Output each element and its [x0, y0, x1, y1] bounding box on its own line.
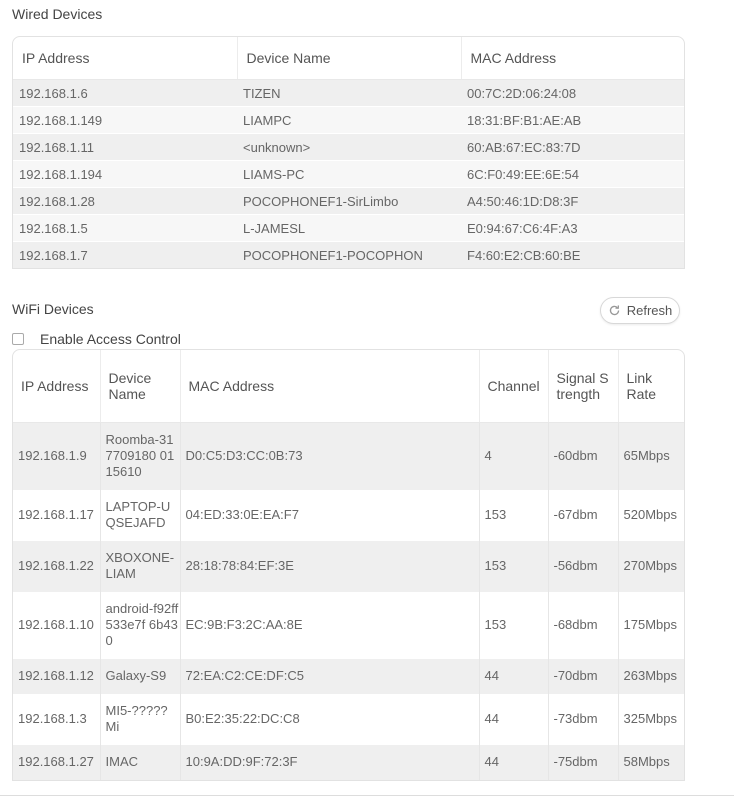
wifi-header-cell: IP Address: [13, 350, 100, 423]
wifi-table-cell: -60dbm: [548, 423, 618, 490]
wifi-table-cell: -75dbm: [548, 745, 618, 780]
wired-table-cell: 18:31:BF:B1:AE:AB: [461, 107, 684, 134]
wired-table-cell: 192.168.1.6: [13, 80, 237, 107]
wifi-table-cell: 325Mbps: [618, 694, 684, 745]
wifi-table-cell: 263Mbps: [618, 659, 684, 694]
wifi-table-cell: 192.168.1.22: [13, 541, 100, 592]
wifi-table-cell: -68dbm: [548, 592, 618, 659]
wifi-table-row: [13, 541, 684, 592]
wifi-table-cell: -67dbm: [548, 490, 618, 541]
wifi-table-cell: IMAC: [100, 745, 180, 780]
wifi-table-cell: 192.168.1.12: [13, 659, 100, 694]
wired-table-row: [13, 134, 684, 161]
access-control-checkbox[interactable]: [12, 333, 24, 345]
wired-table-cell: A4:50:46:1D:D8:3F: [461, 188, 684, 215]
wifi-table-cell: 153: [479, 541, 548, 592]
wifi-table-header: [13, 350, 684, 423]
wifi-table-row: [13, 490, 684, 541]
wifi-table-cell: 4: [479, 423, 548, 490]
refresh-icon: [608, 304, 621, 317]
wired-devices-card: [12, 36, 685, 269]
wifi-table-cell: 28:18:78:84:EF:3E: [180, 541, 479, 592]
wifi-table-cell: XBOXONE-LIAM: [100, 541, 180, 592]
wifi-table-row: [13, 694, 684, 745]
wifi-table-cell: 270Mbps: [618, 541, 684, 592]
wired-header-cell: IP Address: [13, 37, 237, 80]
wired-table-cell: LIAMS-PC: [237, 161, 461, 188]
wifi-table-cell: EC:9B:F3:2C:AA:8E: [180, 592, 479, 659]
wired-table-cell: TIZEN: [237, 80, 461, 107]
wifi-table-cell: Roomba-317709180 0115610: [100, 423, 180, 490]
wired-header-cell: Device Name: [237, 37, 461, 80]
wired-table-row: [13, 188, 684, 215]
wifi-table-cell: MI5-????? Mi: [100, 694, 180, 745]
wifi-table-cell: 153: [479, 490, 548, 541]
wired-table-row: [13, 80, 684, 107]
wired-table-cell: POCOPHONEF1-POCOPHON: [237, 242, 461, 269]
wired-table-cell: 00:7C:2D:06:24:08: [461, 80, 684, 107]
wifi-table-cell: LAPTOP-UQSEJAFD: [100, 490, 180, 541]
wired-header-cell: MAC Address: [461, 37, 684, 80]
wifi-table-cell: D0:C5:D3:CC:0B:73: [180, 423, 479, 490]
wifi-header-cell: Signal Strength: [548, 350, 618, 423]
wifi-table-cell: 520Mbps: [618, 490, 684, 541]
wifi-table-cell: 10:9A:DD:9F:72:3F: [180, 745, 479, 780]
wired-table-header: [13, 37, 684, 80]
wifi-devices-card: [12, 349, 685, 781]
wifi-table-cell: 58Mbps: [618, 745, 684, 780]
wired-table-cell: F4:60:E2:CB:60:BE: [461, 242, 684, 269]
wifi-table-cell: 153: [479, 592, 548, 659]
wired-table-cell: POCOPHONEF1-SirLimbo: [237, 188, 461, 215]
wired-table-cell: E0:94:67:C6:4F:A3: [461, 215, 684, 242]
access-control-row: [12, 331, 181, 347]
wifi-table-cell: 44: [479, 745, 548, 780]
wired-table-cell: L-JAMESL: [237, 215, 461, 242]
wifi-table-cell: 44: [479, 694, 548, 745]
wifi-table-cell: -56dbm: [548, 541, 618, 592]
wifi-table-cell: 04:ED:33:0E:EA:F7: [180, 490, 479, 541]
wired-table-cell: 192.168.1.7: [13, 242, 237, 269]
wifi-table-cell: 175Mbps: [618, 592, 684, 659]
wifi-table-cell: 65Mbps: [618, 423, 684, 490]
wifi-table-cell: -73dbm: [548, 694, 618, 745]
access-control-label: Enable Access Control: [40, 331, 181, 347]
wired-table-row: [13, 242, 684, 269]
wifi-devices-title: WiFi Devices: [12, 301, 94, 317]
wifi-header-cell: Device Name: [100, 350, 180, 423]
wired-table-row: [13, 107, 684, 134]
wifi-header-cell: MAC Address: [180, 350, 479, 423]
wifi-table-row: [13, 659, 684, 694]
refresh-label: Refresh: [626, 303, 673, 318]
wired-table-cell: <unknown>: [237, 134, 461, 161]
refresh-button[interactable]: [600, 297, 680, 324]
wifi-header-cell: Channel: [479, 350, 548, 423]
wifi-table-cell: 192.168.1.27: [13, 745, 100, 780]
wired-table-cell: 192.168.1.194: [13, 161, 237, 188]
wifi-table-cell: 72:EA:C2:CE:DF:C5: [180, 659, 479, 694]
wired-devices-title: Wired Devices: [12, 6, 103, 22]
wired-table-row: [13, 215, 684, 242]
wired-table-cell: 192.168.1.11: [13, 134, 237, 161]
wifi-table-cell: 192.168.1.9: [13, 423, 100, 490]
wifi-table-row: [13, 423, 684, 490]
wifi-header-cell: Link Rate: [618, 350, 684, 423]
wifi-table-cell: 192.168.1.3: [13, 694, 100, 745]
wifi-table-cell: B0:E2:35:22:DC:C8: [180, 694, 479, 745]
wifi-table-cell: 192.168.1.10: [13, 592, 100, 659]
wifi-devices-table: [13, 350, 684, 780]
wired-table-cell: 60:AB:67:EC:83:7D: [461, 134, 684, 161]
wifi-table-row: [13, 592, 684, 659]
wifi-table-cell: 44: [479, 659, 548, 694]
wifi-table-row: [13, 745, 684, 780]
wired-devices-table: [13, 37, 684, 268]
wifi-table-cell: android-f92ff533e7f 6b430: [100, 592, 180, 659]
wired-table-cell: 6C:F0:49:EE:6E:54: [461, 161, 684, 188]
wired-table-cell: 192.168.1.149: [13, 107, 237, 134]
wired-table-cell: LIAMPC: [237, 107, 461, 134]
wifi-table-cell: 192.168.1.17: [13, 490, 100, 541]
wifi-table-cell: -70dbm: [548, 659, 618, 694]
wired-table-cell: 192.168.1.5: [13, 215, 237, 242]
bottom-divider: [0, 795, 734, 796]
wifi-table-cell: Galaxy-S9: [100, 659, 180, 694]
wired-table-row: [13, 161, 684, 188]
wired-table-cell: 192.168.1.28: [13, 188, 237, 215]
